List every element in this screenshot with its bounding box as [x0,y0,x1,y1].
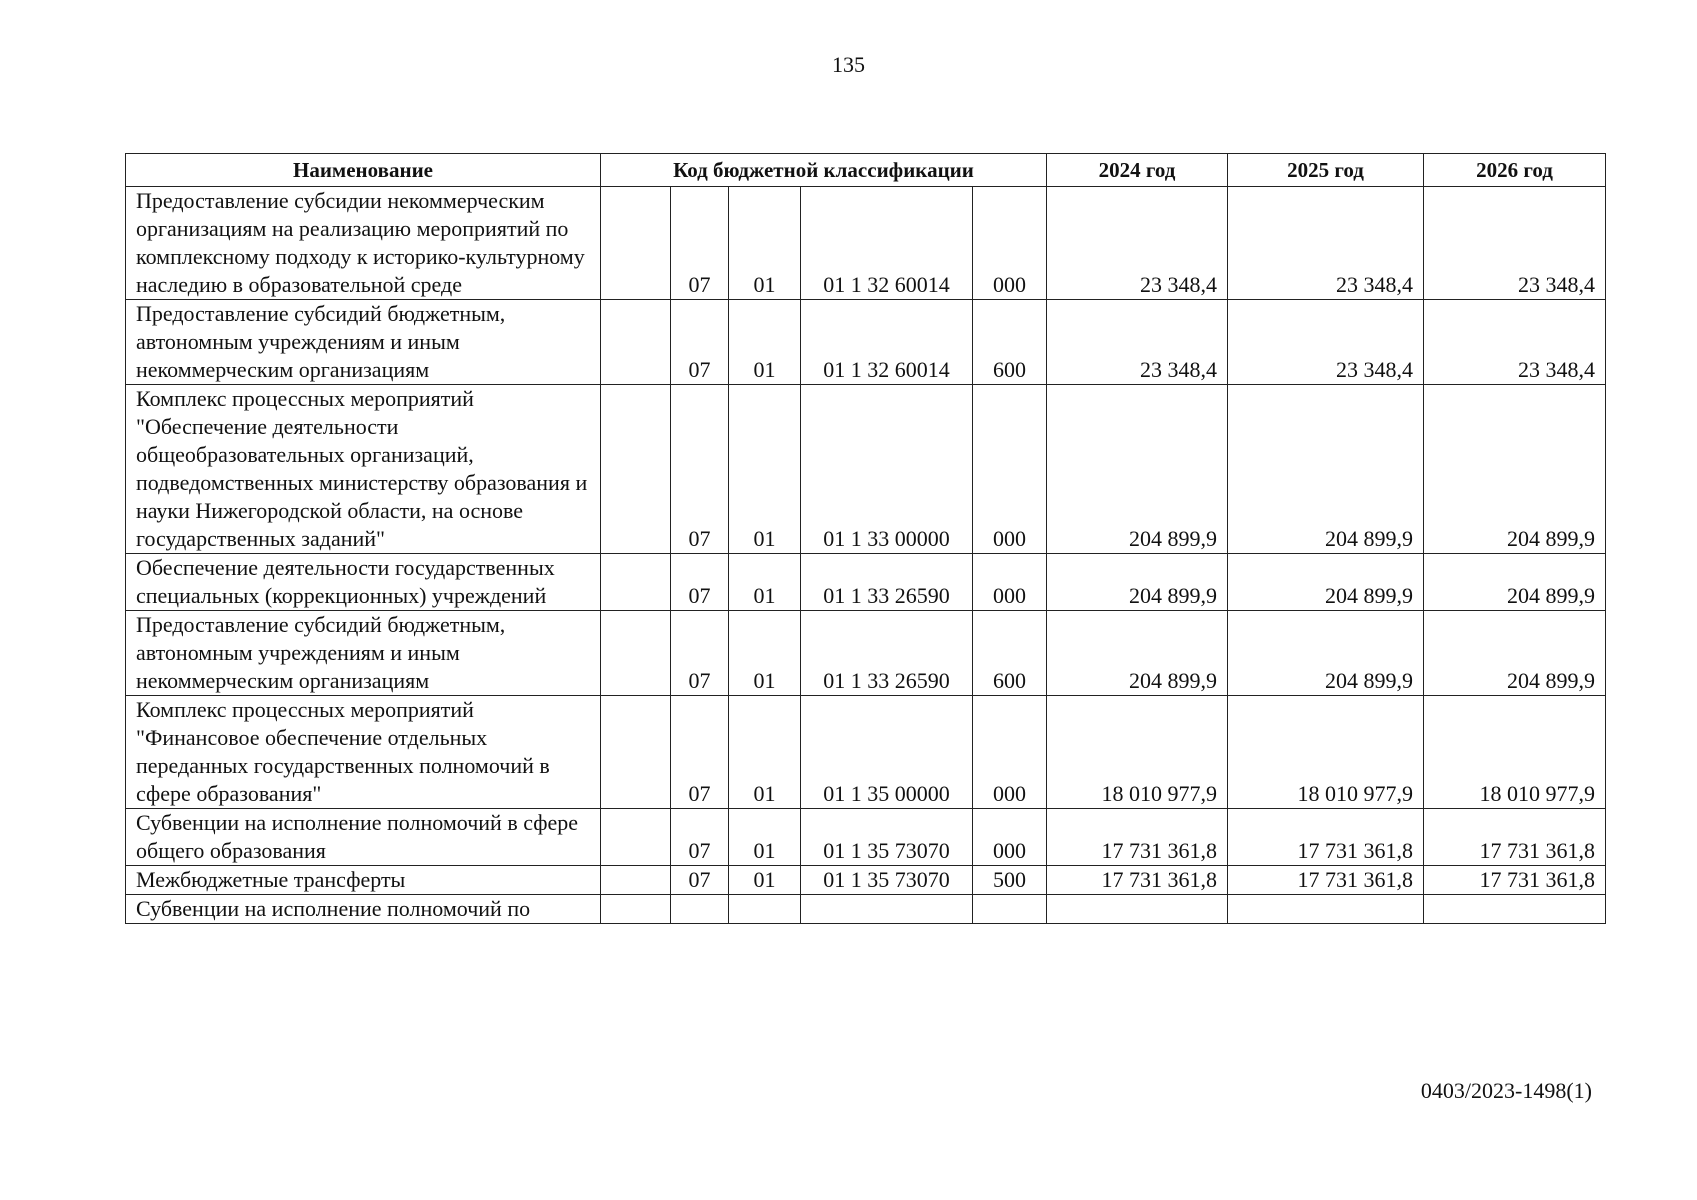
cell-section: 07 [671,187,729,300]
table-row [126,300,1606,385]
document-code: 0403/2023-1498(1) [1420,1078,1592,1103]
cell-name: Предоставление субсидий бюджетным, автономным учреждениям и иным некоммерческим организациям [126,300,601,385]
cell-2024: 204 899,9 [1047,611,1228,696]
cell-name: Межбюджетные трансферты [126,866,601,895]
cell-spacer [601,809,671,866]
cell-2025: 17 731 361,8 [1228,866,1424,895]
cell-2025: 204 899,9 [1228,385,1424,554]
cell-subsection [729,895,801,924]
cell-2024: 23 348,4 [1047,187,1228,300]
cell-target-article: 01 1 33 00000 [801,385,973,554]
cell-2026: 18 010 977,9 [1424,696,1606,809]
cell-expense-type: 000 [973,809,1047,866]
cell-subsection: 01 [729,385,801,554]
cell-section: 07 [671,696,729,809]
cell-spacer [601,300,671,385]
cell-expense-type: 600 [973,300,1047,385]
cell-target-article: 01 1 32 60014 [801,187,973,300]
cell-expense-type: 000 [973,696,1047,809]
cell-section: 07 [671,611,729,696]
cell-target-article: 01 1 32 60014 [801,300,973,385]
cell-spacer [601,696,671,809]
table-row [126,696,1606,809]
cell-spacer [601,385,671,554]
cell-2026: 23 348,4 [1424,300,1606,385]
table-row [126,809,1606,866]
cell-expense-type: 000 [973,554,1047,611]
cell-2026: 17 731 361,8 [1424,809,1606,866]
cell-spacer [601,611,671,696]
cell-target-article: 01 1 35 73070 [801,809,973,866]
cell-spacer [601,554,671,611]
cell-expense-type: 000 [973,385,1047,554]
cell-expense-type: 000 [973,187,1047,300]
cell-section: 07 [671,554,729,611]
cell-target-article: 01 1 33 26590 [801,611,973,696]
cell-2026: 23 348,4 [1424,187,1606,300]
header-code: Код бюджетной классификации [601,154,1047,187]
cell-spacer [601,187,671,300]
cell-section: 07 [671,809,729,866]
cell-2025: 23 348,4 [1228,187,1424,300]
cell-2024 [1047,895,1228,924]
cell-2026: 204 899,9 [1424,611,1606,696]
cell-2025: 23 348,4 [1228,300,1424,385]
cell-2026: 17 731 361,8 [1424,866,1606,895]
cell-section: 07 [671,385,729,554]
cell-name: Субвенции на исполнение полномочий по [126,895,601,924]
table-row [126,611,1606,696]
cell-name: Субвенции на исполнение полномочий в сфере общего образования [126,809,601,866]
table-row [126,866,1606,895]
cell-2025: 18 010 977,9 [1228,696,1424,809]
cell-section [671,895,729,924]
cell-2024: 23 348,4 [1047,300,1228,385]
table-header-row [126,154,1606,187]
cell-expense-type: 600 [973,611,1047,696]
cell-subsection: 01 [729,300,801,385]
cell-name: Обеспечение деятельности государственных специальных (коррекционных) учреждений [126,554,601,611]
cell-2025: 204 899,9 [1228,554,1424,611]
page-number: 135 [832,52,865,77]
cell-section: 07 [671,300,729,385]
cell-name: Предоставление субсидий бюджетным, автономным учреждениям и иным некоммерческим организациям [126,611,601,696]
cell-2024: 17 731 361,8 [1047,866,1228,895]
cell-2026 [1424,895,1606,924]
cell-2025: 204 899,9 [1228,611,1424,696]
cell-target-article: 01 1 33 26590 [801,554,973,611]
cell-spacer [601,866,671,895]
header-2026: 2026 год [1424,154,1606,187]
cell-2024: 17 731 361,8 [1047,809,1228,866]
cell-target-article [801,895,973,924]
cell-expense-type: 500 [973,866,1047,895]
header-2024: 2024 год [1047,154,1228,187]
cell-2024: 18 010 977,9 [1047,696,1228,809]
header-name: Наименование [126,154,601,187]
cell-2025 [1228,895,1424,924]
cell-section: 07 [671,866,729,895]
cell-subsection: 01 [729,866,801,895]
table-row [126,895,1606,924]
cell-2025: 17 731 361,8 [1228,809,1424,866]
cell-subsection: 01 [729,611,801,696]
cell-expense-type [973,895,1047,924]
cell-spacer [601,895,671,924]
cell-2024: 204 899,9 [1047,385,1228,554]
cell-2026: 204 899,9 [1424,554,1606,611]
cell-target-article: 01 1 35 73070 [801,866,973,895]
cell-name: Комплекс процессных мероприятий "Обеспечение деятельности общеобразовательных организаций, подведомственных министерству образования и науки Нижегородской области, на основе государственных заданий" [126,385,601,554]
cell-name: Предоставление субсидии некоммерческим организациям на реализацию мероприятий по комплексному подходу к историко-культурному наследию в образовательной среде [126,187,601,300]
budget-table [125,153,1606,924]
cell-subsection: 01 [729,554,801,611]
cell-target-article: 01 1 35 00000 [801,696,973,809]
header-2025: 2025 год [1228,154,1424,187]
cell-2026: 204 899,9 [1424,385,1606,554]
table-row [126,187,1606,300]
cell-subsection: 01 [729,187,801,300]
table-row [126,385,1606,554]
table-row [126,554,1606,611]
cell-2024: 204 899,9 [1047,554,1228,611]
cell-subsection: 01 [729,696,801,809]
cell-name: Комплекс процессных мероприятий "Финансовое обеспечение отдельных переданных государственных полномочий в сфере образования" [126,696,601,809]
cell-subsection: 01 [729,809,801,866]
